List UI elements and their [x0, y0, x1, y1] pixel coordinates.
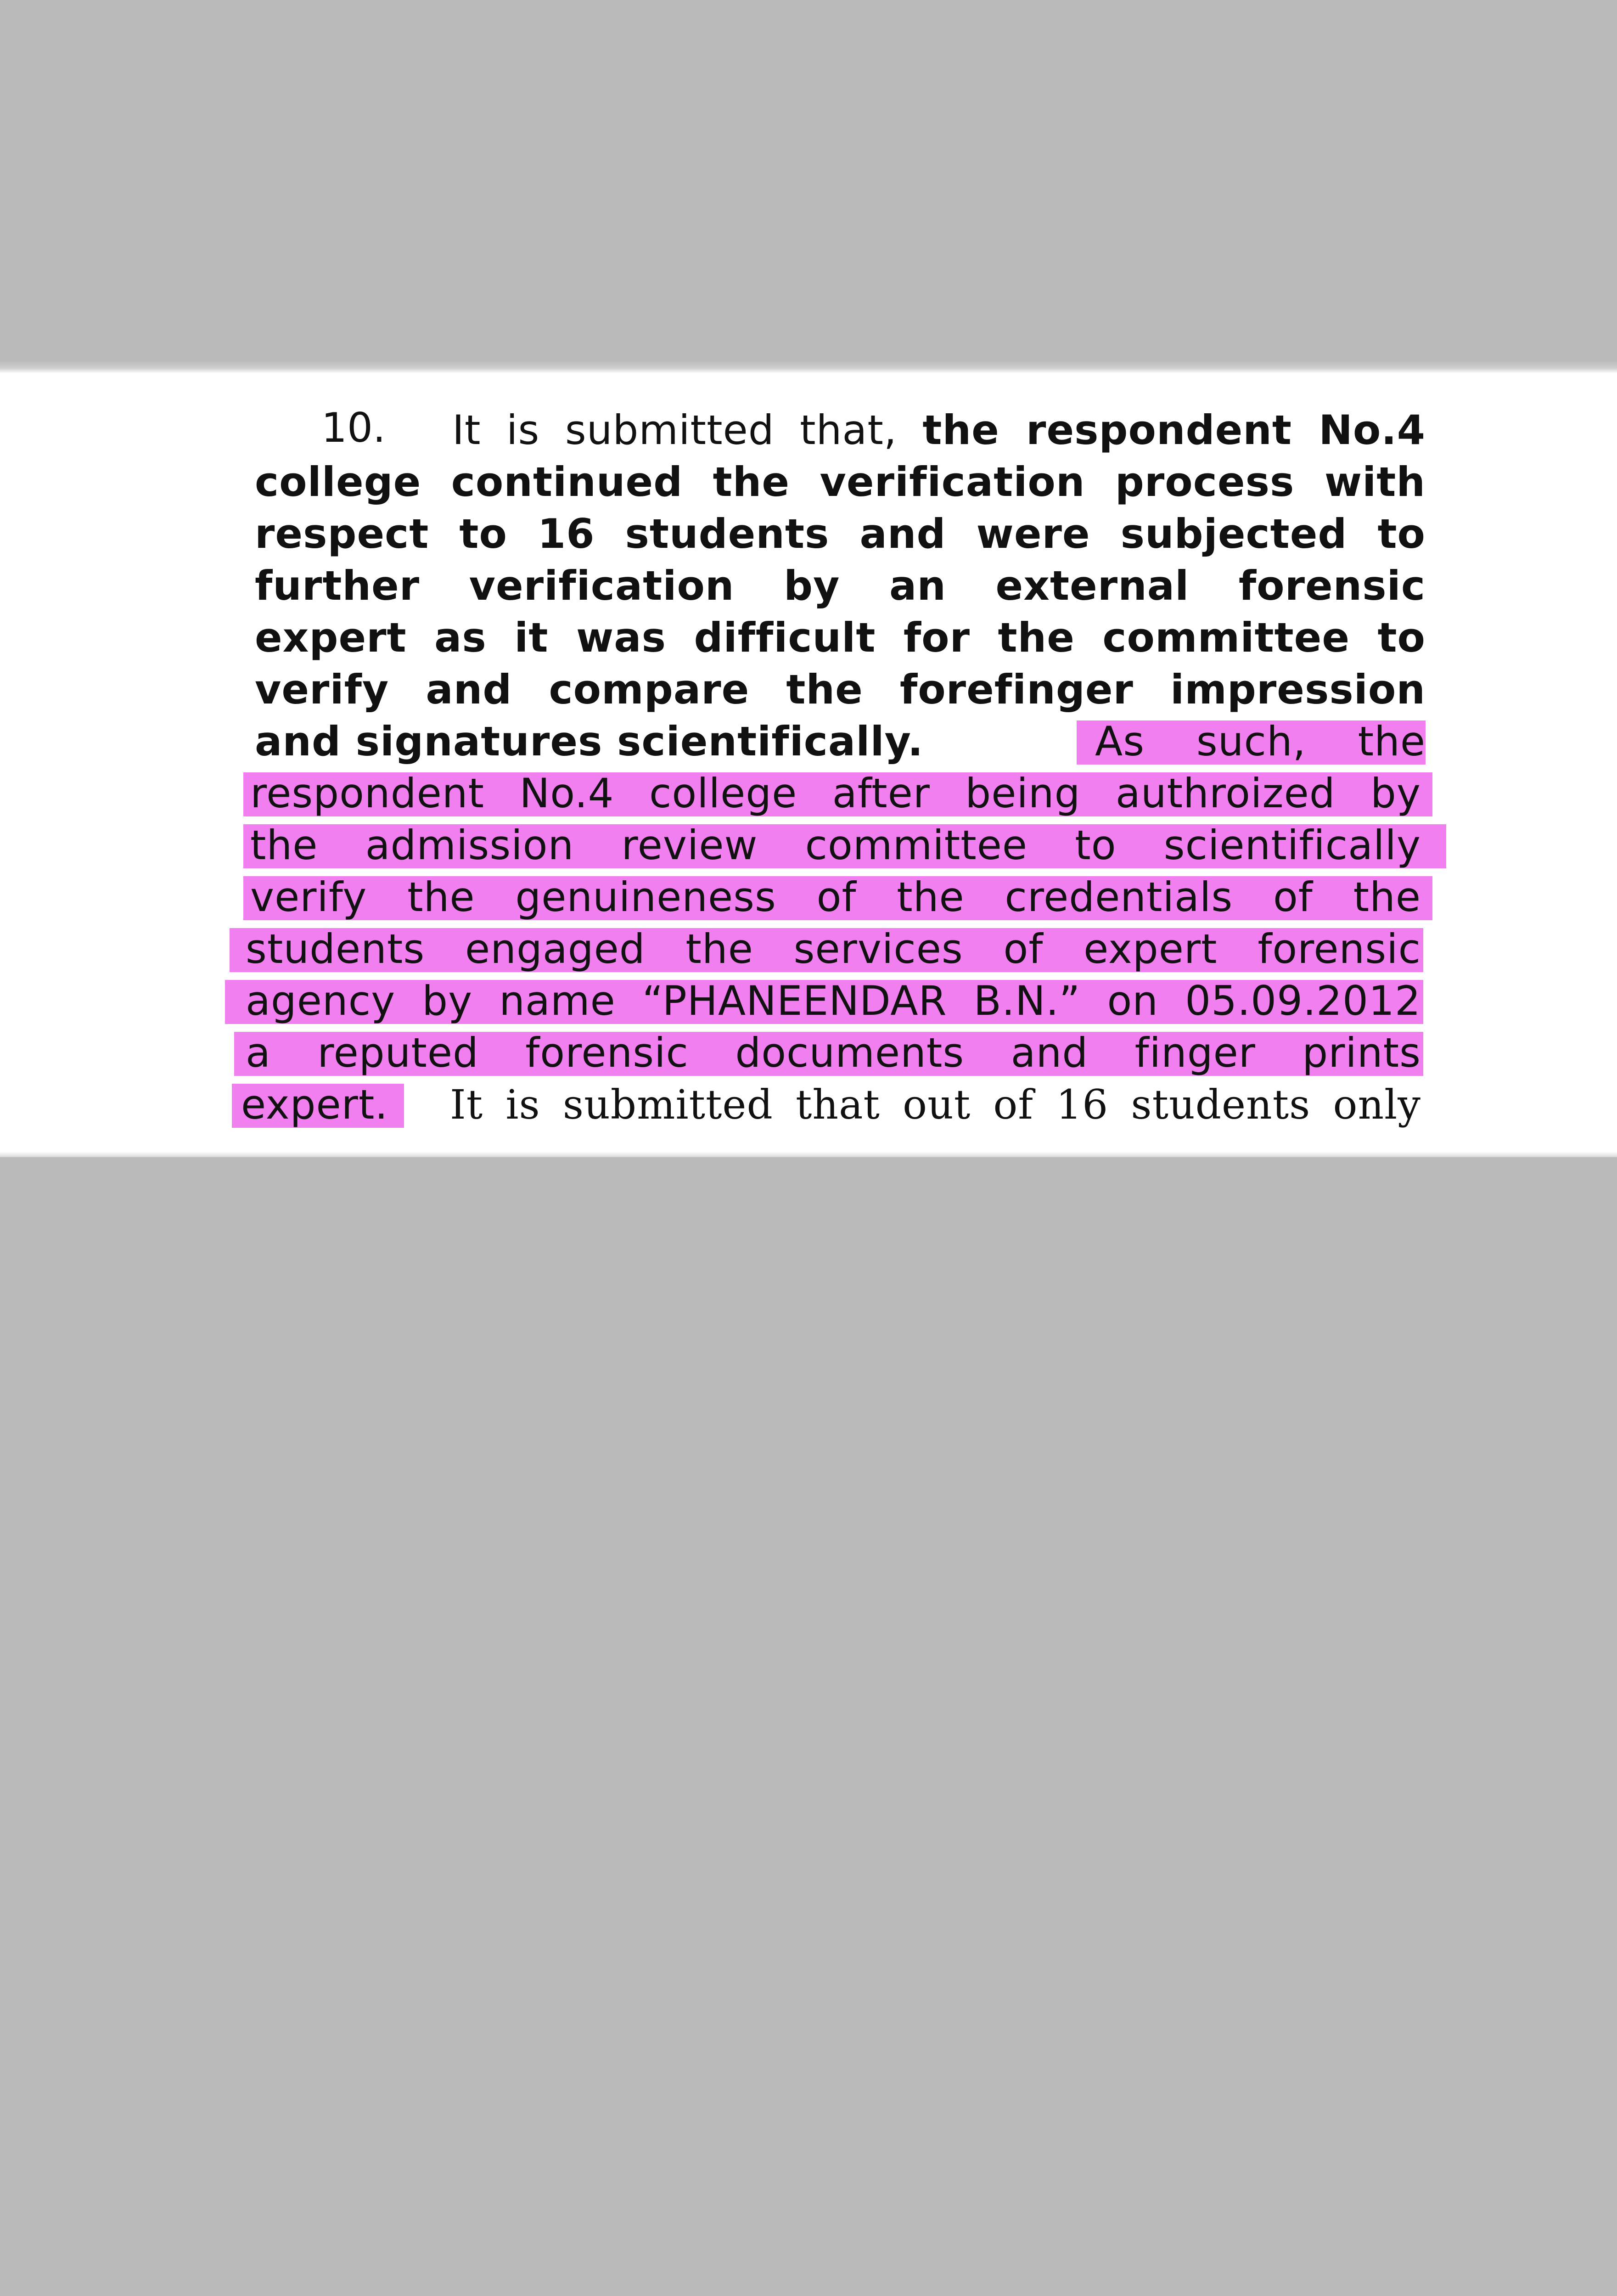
text-segment-bold: college continued the verification process with	[255, 458, 1426, 506]
document-excerpt	[0, 373, 1617, 1157]
text-line-1	[452, 405, 1426, 455]
text-segment-bold: the respondent No.4	[922, 406, 1426, 454]
text-line-7	[255, 717, 1426, 766]
highlighted-text: a reputed forensic documents and finger prints	[246, 1029, 1421, 1076]
highlighted-text: respondent No.4 college after being authroized by	[250, 770, 1421, 817]
highlighted-text: As such, the	[1095, 718, 1426, 765]
highlighted-text: the admission review committee to scientifically	[250, 822, 1421, 869]
highlighted-text: students engaged the services of expert forensic	[246, 925, 1421, 973]
text-segment-bold: further verification by an external forensic	[255, 562, 1426, 609]
paragraph-number: 10.	[321, 404, 386, 451]
text-segment-bold: respect to 16 students and were subjected to	[255, 510, 1426, 557]
text-line-3	[255, 509, 1426, 559]
text-line-9	[250, 821, 1421, 870]
text-segment-bold: verify and compare the forefinger impression	[255, 666, 1426, 713]
mask-edge-top	[0, 360, 1617, 373]
text-line-4	[255, 561, 1426, 611]
text-line-8	[250, 769, 1421, 818]
redaction-mask-bottom	[0, 1157, 1617, 2296]
text-line-13	[246, 1028, 1421, 1078]
text-line-10	[250, 872, 1421, 922]
text-segment: It is submitted that,	[452, 406, 923, 454]
text-segment: It is submitted that out of 16 students only	[450, 1081, 1421, 1128]
highlighted-text: expert.	[241, 1081, 388, 1128]
highlighted-text: verify the genuineness of the credentials of the	[250, 873, 1421, 921]
text-segment-bold: expert as it was difficult for the committee to	[255, 614, 1426, 661]
text-line-6	[255, 665, 1426, 715]
text-line-11	[246, 924, 1421, 974]
highlighted-text: agency by name “PHANEENDAR B.N.” on 05.09.2012	[246, 977, 1421, 1024]
text-segment-bold: and signatures scientifically.	[255, 718, 924, 765]
text-line-14	[241, 1080, 1421, 1130]
redaction-mask-top	[0, 0, 1617, 367]
text-line-2	[255, 457, 1426, 507]
text-line-5	[255, 613, 1426, 663]
text-line-12	[246, 976, 1421, 1026]
